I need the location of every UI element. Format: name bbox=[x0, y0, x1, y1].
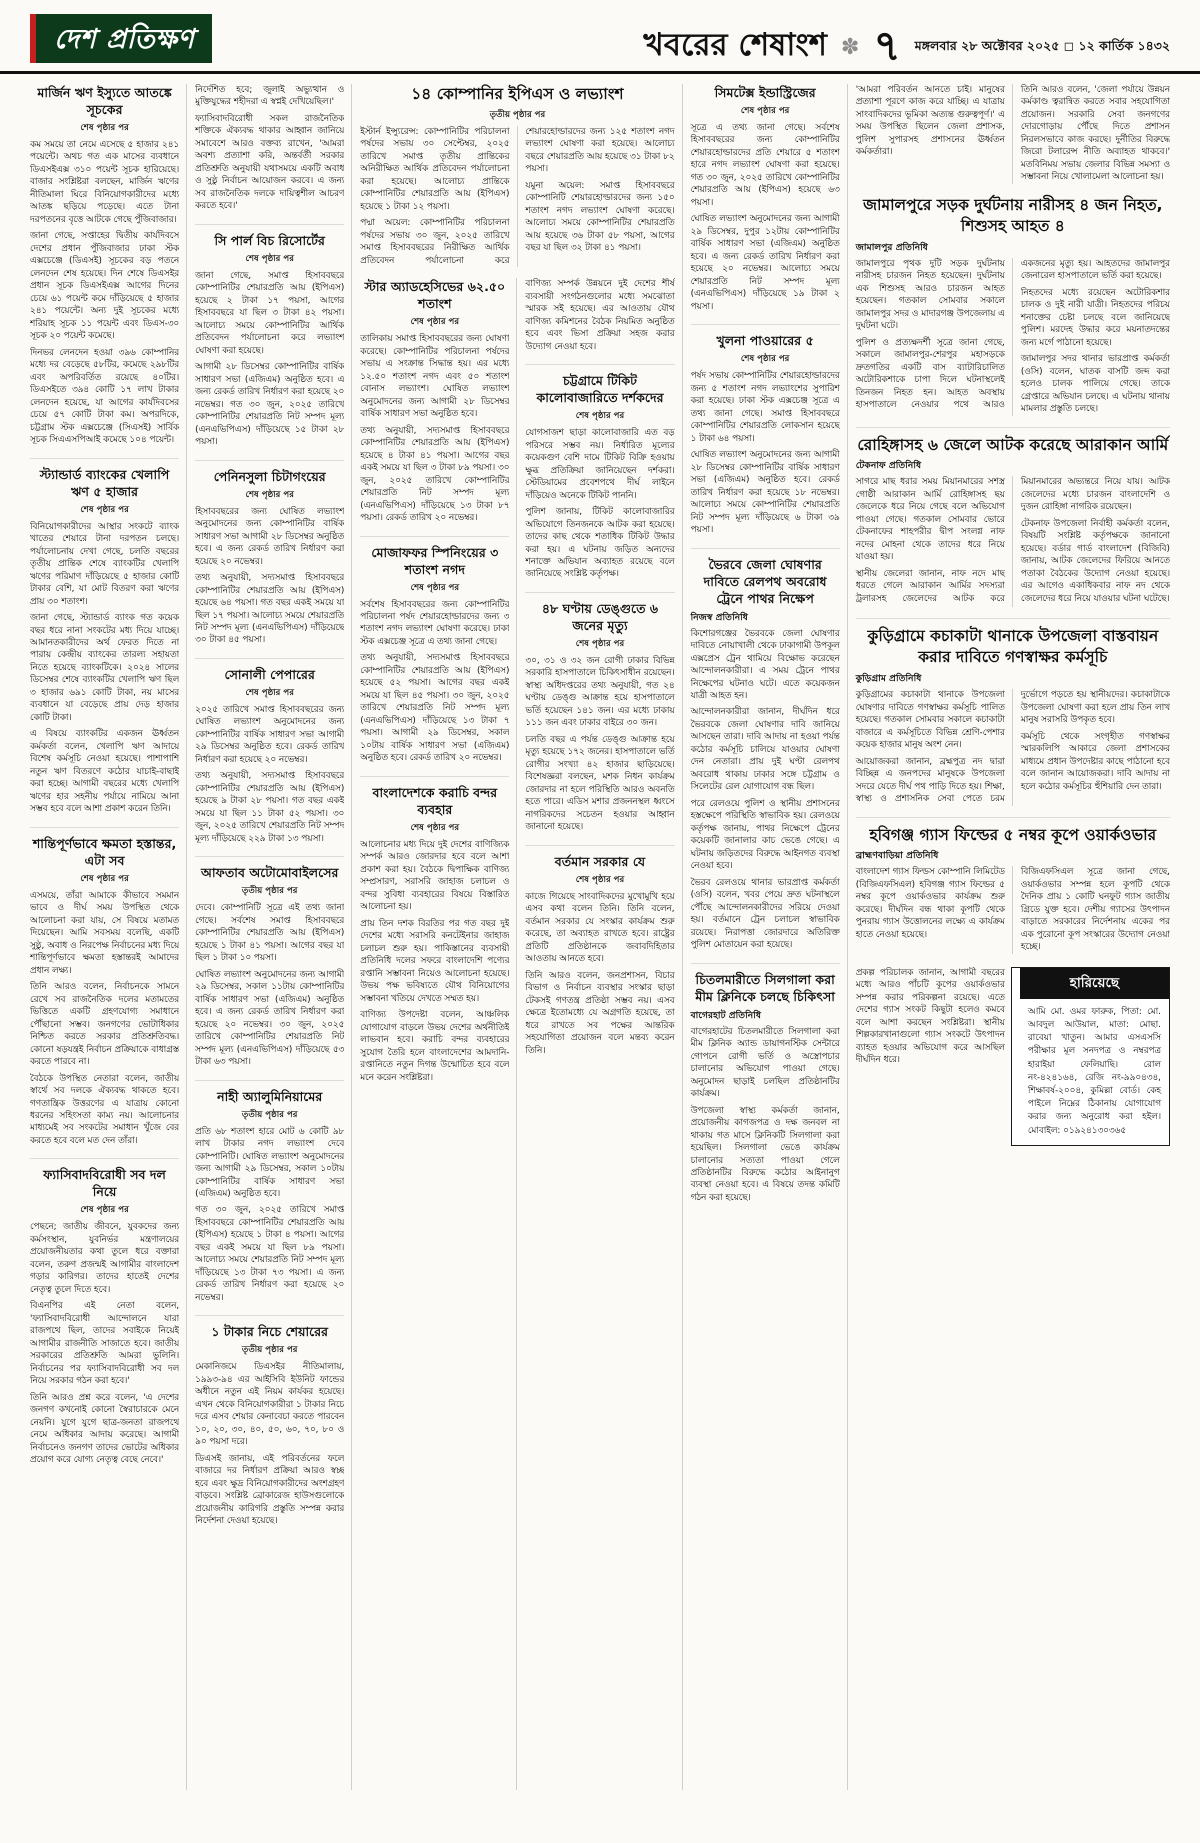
continuation-marker: শেষ পৃষ্ঠার পর bbox=[410, 317, 460, 328]
dateline: টেকনাফ প্রতিনিধি bbox=[855, 460, 922, 472]
article bbox=[525, 845, 674, 1057]
article bbox=[525, 592, 674, 834]
article-paragraph: বাণিজ্য উপদেষ্টা বলেন, আঞ্চলিক যোগাযোগ বাড়লে উভয় দেশের অর্থনীতিই লাভবান হবে। করাচি বন্দর ব্যবহারের সুযোগ তৈরি হলে বাংলাদেশের আমদানি-রপ্তানিতে নতুন দিগন্ত উন্মোচিত হবে বলে মনে করেন সংশ্লিষ্টরা। bbox=[360, 1010, 510, 1083]
right-bottom-row bbox=[856, 967, 1170, 1790]
article bbox=[360, 278, 509, 524]
article-paragraph: জামালপুরে পৃথক দুটি সড়ক দুর্ঘটনায় নারীসহ চারজন নিহত হয়েছেন। দুর্ঘটনায় এক শিশুসহ আরও চারজন আহত হয়েছেন। গতকাল সোমবার সকালে জামালপুর সদর ও মাদারগঞ্জ উপজেলায় এ দুর্ঘটনা ঘটে। bbox=[855, 258, 1005, 332]
article-body bbox=[856, 258, 1170, 416]
floral-ornament-icon: ✽ bbox=[841, 35, 860, 60]
article-body bbox=[525, 427, 674, 581]
article-headline: স্ট্যান্ডার্ড ব্যাংকের খেলাপি ঋণ ৫ হাজার bbox=[39, 466, 170, 499]
article-body bbox=[691, 1026, 840, 1205]
article-headline: ১ টাকার নিচে শেয়ারের bbox=[211, 1324, 329, 1340]
lost-notice-title: হারিয়েছে bbox=[1020, 968, 1169, 999]
article-paragraph: হিসাববছরের জন্য ঘোষিত লভ্যাংশ অনুমোদনের জন্য কোম্পানিটির বার্ষিক সাধারণ সভা আগামী ২৮ ডিসেম্বর অনুষ্ঠিত হবে। এ জন্য রেকর্ড তারিখ নির্ধারণ করা হয়েছে ২০ নভেম্বর। bbox=[195, 506, 345, 567]
article-headline: সি পার্ল বিচ রিসোর্টের bbox=[214, 232, 325, 248]
article-paragraph: কাজে গিয়েছে সাংবাদিকদের মুখোমুখি হয়ে এসব কথা বলেন তিনি। তিনি বলেন, বর্তমান সরকার যে সংস্কার কার্যক্রম শুরু করেছে, তা অব্যাহত রাখতে হবে। রাষ্ট্রের প্রতিটি প্রতিষ্ঠানকে জবাবদিহিতার আওতায় আনতে হবে। bbox=[525, 891, 675, 965]
continuation-marker: শেষ পৃষ্ঠার পর bbox=[80, 123, 129, 133]
article-headline: ১৪ কোম্পানির ইপিএস ও লভ্যাংশ bbox=[411, 85, 624, 103]
article bbox=[691, 548, 840, 952]
article-paragraph: 'আমরা পরিবর্তন আনতে চাই। মানুষের প্রত্যাশা পূরণে কাজ করে যাচ্ছি। এ যাত্রায় সাংবাদিকদের ভূমিকা অত্যন্ত গুরুত্বপূর্ণ।' এ সময় উপস্থিত ছিলেন জেলা প্রশাসক, পুলিশ সুপারসহ প্রশাসনের ঊর্ধ্বতন কর্মকর্তারা। bbox=[855, 85, 1005, 158]
article-headline: শান্তিপূর্ণভাবে ক্ষমতা হস্তান্তর, এটা সব bbox=[32, 835, 177, 868]
article-body bbox=[525, 655, 674, 834]
article-paragraph: এ বিষয়ে ব্যাংকটির একজন ঊর্ধ্বতন কর্মকর্তা বলেন, খেলাপি ঋণ আদায়ে বিশেষ কর্মসূচি নেওয়া হয়েছে। পাশাপাশি নতুন ঋণ বিতরণে কঠোর যাচাই-বাছাই করা হচ্ছে। আগামী বছরের মধ্যে খেলাপি ঋণের হার সহনীয় পর্যায়ে নামিয়ে আনা সম্ভব হবে বলে আশা প্রকাশ করেন তিনি। bbox=[30, 729, 180, 815]
article bbox=[525, 364, 674, 581]
continuation-marker: শেষ পৃষ্ঠার পর bbox=[740, 354, 790, 365]
article-body bbox=[691, 628, 840, 952]
article-paragraph: তিনি আরও বলেন, নির্বাচনকে সামনে রেখে সব রাজনৈতিক দলের মতামতের ভিত্তিতে একটি গ্রহণযোগ্য সমাধানে পৌঁছানো সম্ভব। জনগণের ভোটাধিকার নিশ্চিত করতে সরকার প্রতিশ্রুতিবদ্ধ। কোনো ষড়যন্ত্রই নির্বাচন প্রক্রিয়াকে বাধাগ্রস্ত করতে পারবে না। bbox=[30, 982, 180, 1068]
article-paragraph: নির্দেশিত হবে; জুলাই অভ্যুত্থান ও মুক্তিযুদ্ধের শহীদরা এ স্বপ্নই দেখিয়েছিল।' bbox=[195, 85, 345, 108]
article-paragraph: বিজিএফসিএল সূত্রে জানা গেছে, ওয়ার্কওভার সম্পন্ন হলে কূপটি থেকে দৈনিক প্রায় ১ কোটি ঘনফুট গ্যাস জাতীয় গ্রিডে যুক্ত হবে। দেশীয় গ্যাসের উৎপাদন বাড়াতে সরকারের নির্দেশনায় একের পর এক পুরোনো কূপ সংস্কারের উদ্যোগ নেওয়া হচ্ছে। bbox=[1020, 867, 1170, 953]
dateline: ব্রাহ্মণবাড়িয়া প্রতিনিধি bbox=[855, 850, 939, 862]
article-paragraph: স্থানীয় জেলেরা জানান, নাফ নদে মাছ ধরতে গেলে আরাকান আর্মির সদস্যরা ট্রলারসহ জেলেদের আটক করে মিয়ানমারের অভ্যন্তরে নিয়ে যায়। আটক জেলেদের মধ্যে চারজন বাংলাদেশি ও দুজন রোহিঙ্গা নাগরিক রয়েছেন। bbox=[855, 477, 1170, 604]
columns-3-4 bbox=[351, 84, 674, 1790]
article-body bbox=[30, 139, 179, 447]
article bbox=[30, 827, 179, 1148]
article bbox=[30, 1158, 179, 1466]
article-paragraph: গত ৩০ জুন, ২০২৫ তারিখে সমাপ্ত হিসাববছরে কোম্পানিটির শেয়ারপ্রতি আয় (ইপিএস) হয়েছে ১ টাকা ৪ পয়সা। আগের বছর একই সময়ে যা ছিল ৮৯ পয়সা। আলোচ্য সময়ে শেয়ারপ্রতি নিট সম্পদ মূল্য দাঁড়িয়েছে ১৩ টাকা ৭৩ পয়সা। এ জন্য রেকর্ড তারিখ নির্ধারণ করা হয়েছে ২০ নভেম্বর। bbox=[195, 1205, 345, 1303]
article-body bbox=[195, 506, 344, 647]
continuation-marker: তৃতীয় পৃষ্ঠার পর bbox=[241, 886, 298, 897]
article-paragraph: আলোচনার মধ্য দিয়ে দুই দেশের বাণিজ্যিক সম্পর্ক আরও জোরদার হবে বলে আশা প্রকাশ করা হয়। বৈঠকে দ্বিপাক্ষিক বাণিজ্য সম্প্রসারণ, সরাসরি জাহাজ চলাচল ও বন্দর সুবিধা ব্যবহারের বিষয়ে বিস্তারিত আলোচনা হয়। bbox=[360, 839, 510, 913]
continuation-marker: শেষ পৃষ্ঠার পর bbox=[80, 504, 129, 515]
article bbox=[195, 1315, 344, 1527]
article bbox=[195, 856, 344, 1068]
article bbox=[195, 658, 344, 845]
article-paragraph: তালিকায় সমাপ্ত হিসাববছরের জন্য ঘোষণা করেছে। কোম্পানিটির পরিচালনা পর্ষদের সভায় এ সংক্রান্ত সিদ্ধান্ত হয়। এর মধ্যে ১২.৫০ শতাংশ নগদ এবং ৫০ শতাংশ বোনাস লভ্যাংশ। ঘোষিত লভ্যাংশ অনুমোদনের জন্য আগামী ২৮ ডিসেম্বর বার্ষিক সাধারণ সভা অনুষ্ঠিত হবে। bbox=[360, 334, 510, 420]
article bbox=[856, 195, 1170, 416]
article-paragraph: যমুনা অয়েল: সমাপ্ত হিসাববছরে কোম্পানিটি শেয়ারহোল্ডারদের জন্য ১৫০ শতাংশ নগদ লভ্যাংশ ঘোষণা করেছে। আলোচ্য সময়ে কোম্পানিটির শেয়ারপ্রতি আয় হয়েছে ৩৬ টাকা ৫৮ পয়সা, আগের বছর যা ছিল ৩২ টাকা ৪১ পয়সা। bbox=[525, 180, 675, 254]
article bbox=[856, 817, 1170, 954]
article-paragraph: বৈঠকে উপস্থিত নেতারা বলেন, জাতীয় স্বার্থে সব দলকে ঐক্যবদ্ধ থাকতে হবে। গণতান্ত্রিক উত্তরণের এ যাত্রায় কোনো ধরনের সহিংসতা কাম্য নয়। আলোচনার মাধ্যমেই সব সংকটের সমাধান খুঁজে বের করতে হবে বলে মত দেন তাঁরা। bbox=[30, 1073, 180, 1146]
article-headline: চিতলমারীতে সিলগালা করা মীম ক্লিনিকে চলছে চিকিৎসা bbox=[695, 971, 835, 1004]
column-4 bbox=[516, 278, 674, 1790]
article-paragraph: তিনি আরও বলেন, 'জেলা পর্যায়ে উন্নয়ন কর্মকাণ্ড ত্বরান্বিত করতে সবার সহযোগিতা প্রয়োজন। সরকারি সেবা জনগণের দোরগোড়ায় পৌঁছে দিতে প্রশাসন নিরলসভাবে কাজ করছে। দুর্নীতির বিরুদ্ধে জিরো টলারেন্স নীতি অব্যাহত থাকবে।' মতবিনিময় সভায় জেলার বিভিন্ন সমস্যা ও সম্ভাবনা নিয়ে খোলামেলা আলোচনা হয়। bbox=[1020, 85, 1170, 183]
article bbox=[691, 963, 840, 1205]
page-number: ৭ bbox=[873, 21, 901, 71]
article-paragraph: তথ্য অনুযায়ী, সদ্যসমাপ্ত হিসাববছরে কোম্পানিটির শেয়ারপ্রতি আয় (ইপিএস) হয়েছে ৬৪ পয়সা। গত বছর একই সময়ে যা ছিল ১৭ পয়সা। আলোচ্য সময়ে শেয়ারপ্রতি নিট সম্পদ মূল্য (এনএভিপিএস) দাঁড়িয়েছে ৩০ টাকা ৪৫ পয়সা। bbox=[195, 573, 345, 646]
masthead-date: মঙ্গলবার ২৮ অক্টোবর ২০২৫ ◻ ১২ কার্তিক ১৪৩২ bbox=[914, 38, 1170, 53]
masthead bbox=[0, 0, 1200, 74]
continuation-marker: শেষ পৃষ্ঠার পর bbox=[410, 822, 460, 833]
article-paragraph: কিশোরগঞ্জের ভৈরবকে জেলা ঘোষণার দাবিতে নোয়াখালী থেকে ঢাকাগামী উপকূল এক্সপ্রেস ট্রেন থামিয়ে বিক্ষোভ করেছেন আন্দোলনকারীরা। এ সময় ট্রেনে পাথর নিক্ষেপের ঘটনাও ঘটে। এতে কয়েকজন যাত্রী আহত হন। bbox=[690, 628, 840, 701]
article-paragraph: জামালপুর সদর থানার ভারপ্রাপ্ত কর্মকর্তা (ওসি) বলেন, ঘাতক বাসটি জব্দ করা হলেও চালক পালিয়ে গেছে। তাকে গ্রেপ্তারে অভিযান চলছে। এ ঘটনায় থানায় মামলার প্রস্তুতি চলছে। bbox=[1020, 354, 1170, 415]
article bbox=[360, 84, 674, 267]
article-headline: হবিগঞ্জ গ্যাস ফিল্ডের ৫ নম্বর কূপে ওয়ার্কওভার bbox=[869, 825, 1157, 844]
article-paragraph: ভৈরব রেলওয়ে থানার ভারপ্রাপ্ত কর্মকর্তা (ওসি) বলেন, খবর পেয়ে দ্রুত ঘটনাস্থলে পৌঁছে আন্দোলনকারীদের সরিয়ে দেওয়া হয়। বর্তমানে ট্রেন চলাচল স্বাভাবিক রয়েছে। নিরাপত্তা জোরদারে অতিরিক্ত পুলিশ মোতায়েন করা হয়েছে। bbox=[690, 877, 840, 951]
article-paragraph: ঘোষিত লভ্যাংশ অনুমোদনের জন্য আগামী ২৯ ডিসেম্বর, সকাল ১১টায় কোম্পানিটির বার্ষিক সাধারণ সভা (এজিএম) অনুষ্ঠিত হবে। এ জন্য রেকর্ড তারিখ নির্ধারণ করা হয়েছে ২০ নভেম্বর। ৩০ জুন, ২০২৫ তারিখে কোম্পানিটির শেয়ারপ্রতি নিট সম্পদ মূল্য (এনএভিপিএস) দাঁড়িয়েছে ৫৩ টাকা ৬৩ পয়সা। bbox=[195, 969, 345, 1068]
article-paragraph: ২০২৫ তারিখে সমাপ্ত হিসাববছরের জন্য ঘোষিত লভ্যাংশ অনুমোদনের জন্য কোম্পানিটির বার্ষিক সাধারণ সভা আগামী ২৯ ডিসেম্বর অনুষ্ঠিত হবে। রেকর্ড তারিখ নির্ধারণ করা হয়েছে ২০ নভেম্বর। bbox=[195, 704, 345, 765]
continuation-marker: শেষ পৃষ্ঠার পর bbox=[245, 253, 294, 264]
article-paragraph: ৩০, ৩১ ও ৩২ জন রোগী ঢাকার বিভিন্ন সরকারি হাসপাতালে চিকিৎসাধীন রয়েছেন। স্বাস্থ্য অধিদপ্তরের তথ্য অনুযায়ী, গত ২৪ ঘণ্টায় ডেঙ্গু আক্রান্ত হয়ে হাসপাতালে ভর্তি হয়েছেন ১৪১ জন। এর মধ্যে ঢাকায় ১১১ জন এবং ঢাকার বাইরে ৩০ জন। bbox=[525, 655, 675, 729]
article-paragraph: আয়োজকরা জানান, ব্রহ্মপুত্র নদ দ্বারা বিচ্ছিন্ন এ জনপদের মানুষকে উপজেলা সদরে যেতে দীর্ঘ পথ পাড়ি দিতে হয়। শিক্ষা, স্বাস্থ্য ও প্রশাসনিক সেবা পেতে চরম দুর্ভোগে পড়তে হয় স্থানীয়দের। কচাকাটাকে উপজেলা ঘোষণা করা হলে প্রায় তিন লাখ মানুষ সরাসরি উপকৃত হবে। bbox=[855, 690, 1170, 805]
article-paragraph: উপজেলা স্বাস্থ্য কর্মকর্তা জানান, প্রয়োজনীয় কাগজপত্র ও দক্ষ জনবল না থাকায় গত মাসে ক্লিনিকটি সিলগালা করা হয়েছিল। সিলগালা ভেঙে কার্যক্রম চালানোর সত্যতা পাওয়া গেলে প্রতিষ্ঠানটির বিরুদ্ধে কঠোর আইনানুগ ব্যবস্থা নেওয়া হবে। এ বিষয়ে তদন্ত কমিটি গঠন করা হয়েছে। bbox=[690, 1105, 840, 1203]
article-body bbox=[30, 1221, 179, 1466]
dateline: নিজস্ব প্রতিনিধি bbox=[690, 611, 748, 623]
continuation-marker: শেষ পৃষ্ঠার পর bbox=[245, 687, 294, 698]
article-headline: ৪৮ ঘণ্টায় ডেঙ্গুতে ৬ জনের মৃত্যু bbox=[541, 600, 659, 633]
column-3 bbox=[360, 278, 509, 1790]
article-paragraph: আগামী ২৮ ডিসেম্বর কোম্পানিটির বার্ষিক সাধারণ সভা (এজিএম) অনুষ্ঠিত হবে। এ জন্য রেকর্ড তারিখ নির্ধারণ করা হয়েছে ২০ নভেম্বর। গত ৩০ জুন, ২০২৫ তারিখে কোম্পানিটির শেয়ারপ্রতি নিট সম্পদ মূল্য (এনএভিপিএস) দাঁড়িয়েছে ১৫ টাকা ২৮ পয়সা। bbox=[195, 362, 345, 448]
article-paragraph: পদ্মা অয়েল: কোম্পানিটির পরিচালনা পর্ষদের সভায় ৩০ জুন, ২০২৫ তারিখে সমাপ্ত হিসাববছরের নিরীক্ষিত আর্থিক প্রতিবেদন পর্যালোচনা করে শেয়ারহোল্ডারদের জন্য ১২৫ শতাংশ নগদ লভ্যাংশ ঘোষণা করা হয়েছে। আলোচ্য বছরে শেয়ারপ্রতি আয় হয়েছে ৩১ টাকা ৮২ পয়সা। bbox=[360, 126, 675, 266]
content-grid bbox=[30, 84, 1170, 1790]
article-paragraph: ফ্যাসিবাদবিরোধী সকল রাজনৈতিক শক্তিকে ঐক্যবদ্ধ থাকার আহ্বান জানিয়ে সমাবেশে আরও বক্তব্য রাখেন, 'আমরা অবশ্য প্রত্যাশা করি, অন্তর্বর্তী সরকার প্রতিশ্রুতি অনুযায়ী যথাসময়ে একটি অবাধ ও সুষ্ঠু নির্বাচন আয়োজন করবে। এ জন্য সব রাজনৈতিক দলকে দায়িত্বশীল আচরণ করতে হবে।' bbox=[195, 113, 345, 212]
dateline: কুড়িগ্রাম প্রতিনিধি bbox=[855, 673, 922, 685]
article-paragraph: মেকানিজমে ডিএসইর নীতিমালায়, ১৯৯৩-৯৪ এর আইসিবি ইউনিট ফান্ডের অধীনে নতুন এই নিয়ম কার্যকর হয়েছে। এখন থেকে বিনিয়োগকারীরা ১ টাকার নিচে দরে এসব শেয়ার কেনাবেচা করতে পারবেন ১০, ২০, ৩০, ৪০, ৫০, ৬০, ৭০, ৮০ ও ৯০ পয়সা দরে। bbox=[195, 1362, 345, 1448]
article-paragraph: কম সময়ে তা নেমে এসেছে ৫ হাজার ২৪১ পয়েন্টে। অথচ গত এক মাসের ব্যবধানে ডিএসইএক্স ৩১০ পয়েন্ট সূচক হারিয়েছে। বাজার সংশ্লিষ্টরা বলছেন, মার্জিন ঋণের নীতিমালা ঘিরে বিনিয়োগকারীদের মধ্যে আতঙ্ক ছড়িয়ে পড়েছে। এতে টানা দরপতনের বৃত্তে আটকে গেছে পুঁজিবাজার। bbox=[30, 140, 180, 225]
article-paragraph: জানা গেছে, সমাপ্ত হিসাববছরে কোম্পানিটির শেয়ারপ্রতি আয় (ইপিএস) হয়েছে ২ টাকা ১৭ পয়সা, আগের হিসাববছরে যা ছিল ৩ টাকা ৪২ পয়সা। আলোচ্য সময়ে কোম্পানিটির আর্থিক প্রতিবেদন পর্যালোচনা করে লভ্যাংশ ঘোষণা করা হয়েছে। bbox=[195, 270, 345, 356]
article-body bbox=[525, 891, 674, 1057]
article-body bbox=[195, 902, 344, 1068]
article bbox=[195, 84, 344, 213]
article-paragraph: চলতি বছর এ পর্যন্ত ডেঙ্গু আক্রান্ত হয়ে মৃত্যু হয়েছে ১৭২ জনের। হাসপাতালে ভর্তি রোগীর সংখ্যা ৪২ হাজার ছাড়িয়েছে। বিশেষজ্ঞরা বলছেন, মশক নিধন কার্যক্রম জোরদার না হলে পরিস্থিতি আরও অবনতি হতে পারে। এডিস মশার প্রজননস্থল ধ্বংসে নাগরিকদের সচেতন হওয়ার আহ্বান জানানো হয়েছে। bbox=[525, 734, 675, 833]
article bbox=[525, 278, 674, 353]
article-headline: খুলনা পাওয়ারের ৫ bbox=[716, 333, 814, 349]
continuation-marker: শেষ পৃষ্ঠার পর bbox=[575, 874, 625, 885]
article bbox=[30, 458, 179, 816]
continuation-marker: শেষ পৃষ্ঠার পর bbox=[410, 582, 460, 593]
continuation-marker: শেষ পৃষ্ঠার পর bbox=[80, 1205, 129, 1216]
column-2 bbox=[186, 84, 344, 1790]
article-body bbox=[195, 1126, 344, 1305]
newspaper-logo bbox=[30, 14, 212, 63]
article-paragraph: দেবে। কোম্পানিটি সূত্রে এই তথ্য জানা গেছে। সর্বশেষ সমাপ্ত হিসাববছরে কোম্পানিটির শেয়ারপ্রতি আয় (ইপিএস) হয়েছে ১ টাকা ৪১ পয়সা। আগের বছর যা ছিল ১ টাকা ১০ পয়সা। bbox=[195, 903, 345, 964]
article-paragraph: ডিএসই জানায়, এই পরিবর্তনের ফলে বাজারে দর নির্ধারণ প্রক্রিয়া আরও স্বচ্ছ হবে এবং ক্ষুদ্র বিনিয়োগকারীদের অংশগ্রহণ বাড়বে। সংশ্লিষ্ট ব্রোকারেজ হাউসগুলোকে প্রয়োজনীয় কারিগরি প্রস্তুতি সম্পন্ন করার নির্দেশনা দেওয়া হয়েছে। bbox=[195, 1453, 345, 1527]
mid-span-article-slot bbox=[360, 84, 674, 278]
article-body bbox=[856, 476, 1170, 607]
article-paragraph: সূত্রে এ তথ্য জানা গেছে। সর্বশেষ হিসাববছরের জন্য কোম্পানিটির শেয়ারহোল্ডারদের প্রতি শেয়ারে ৫ শতাংশ হারে নগদ লভ্যাংশ ঘোষণা করা হয়েছে। গত ৩০ জুন, ২০২৫ তারিখে কোম্পানিটির শেয়ারপ্রতি আয় (ইপিএস) হয়েছে ৬৩ পয়সা। bbox=[690, 123, 840, 208]
mid-row bbox=[360, 278, 674, 1790]
article-paragraph: সাগরে মাছ ধরার সময় মিয়ানমারের সশস্ত্র গোষ্ঠী আরাকান আর্মি রোহিঙ্গাসহ ছয় জেলেকে ধরে নিয়ে গেছে বলে অভিযোগ পাওয়া গেছে। গতকাল সোমবার ভোরে টেকনাফের শাহপরীর দ্বীপ সংলগ্ন নাফ নদের মোহনা থেকে তাদের ধরে নিয়ে যাওয়া হয়। bbox=[855, 477, 1005, 563]
article-paragraph: জানা গেছে, সপ্তাহের দ্বিতীয় কার্যদিবসে দেশের প্রধান পুঁজিবাজার ঢাকা স্টক এক্সচেঞ্জে (ডিএসই) সূচকের বড় পতনে লেনদেন শেষ হয়েছে। দিন শেষে ডিএসইর প্রধান সূচক ডিএসইএক্স আগের দিনের চেয়ে ৬১ পয়েন্ট কমে দাঁড়িয়েছে ৫ হাজার ২৪১ পয়েন্টে। অন্য দুই সূচকের মধ্যে শরিয়াহ সূচক ১১ পয়েন্ট এবং ডিএস-৩০ সূচক ২০ পয়েন্ট কমেছে। bbox=[30, 231, 180, 342]
article-headline: জামালপুরে সড়ক দুর্ঘটনায় নারীসহ ৪ জন নিহত, শিশুসহ আহত ৪ bbox=[863, 195, 1163, 235]
article-paragraph: তথ্য অনুযায়ী, সদ্যসমাপ্ত হিসাববছরে কোম্পানিটির শেয়ারপ্রতি আয় (ইপিএস) হয়েছে ৪ টাকা ৪১ পয়সা। আগের বছর একই সময়ে যা ছিল ৩ টাকা ৮৯ পয়সা। ৩০ জুন, ২০২৫ তারিখে কোম্পানিটির শেয়ারপ্রতি নিট সম্পদ মূল্য (এনএভিপিএস) দাঁড়িয়েছে ১৩ টাকা ৮৭ পয়সা। রেকর্ড তারিখ ২০ নভেম্বর। bbox=[360, 425, 510, 524]
section-title: খবরের শেষাংশ bbox=[643, 27, 828, 63]
article-paragraph: বাগেরহাটের চিতলমারীতে সিলগালা করা মীম ক্লিনিক অ্যান্ড ডায়াগনস্টিক সেন্টারে গোপনে রোগী ভর্তি ও অস্ত্রোপচার চালানোর অভিযোগ পাওয়া গেছে। অনুমোদন ছাড়াই চলছিল প্রতিষ্ঠানটির কার্যক্রম। bbox=[690, 1026, 840, 1100]
continuation-marker: শেষ পৃষ্ঠার পর bbox=[245, 489, 294, 500]
continuation-marker: তৃতীয় পৃষ্ঠার পর bbox=[489, 109, 546, 120]
article-headline: মার্জিন ঋণ ইস্যুতে আতঙ্কে সূচকের bbox=[37, 85, 172, 117]
article-paragraph: তিনি আরও বলেন, জনপ্রশাসন, বিচার বিভাগ ও নির্বাচন ব্যবস্থার সংস্কার ছাড়া টেকসই গণতন্ত্র প্রতিষ্ঠা সম্ভব নয়। এসব ক্ষেত্রে ইতোমধ্যে যে অগ্রগতি হয়েছে, তা ধরে রাখতে সব পক্ষের আন্তরিক সহযোগিতা প্রয়োজন বলে মন্তব্য করেন তিনি। bbox=[525, 970, 675, 1056]
article-paragraph: পরে রেলওয়ে পুলিশ ও স্থানীয় প্রশাসনের হস্তক্ষেপে পরিস্থিতি স্বাভাবিক হয়। রেলওয়ে কর্তৃপক্ষ জানায়, পাথর নিক্ষেপে ট্রেনের কয়েকটি জানালার কাচ ভেঙে গেছে। এ ঘটনায় জড়িতদের বিরুদ্ধে আইনগত ব্যবস্থা নেওয়া হবে। bbox=[690, 798, 840, 872]
article-body bbox=[691, 370, 840, 536]
article-paragraph: প্রায় তিন দশক বিরতির পর গত বছর দুই দেশের মধ্যে সরাসরি কনটেইনার জাহাজ চলাচল শুরু হয়। পাকিস্তানের ব্যবসায়ী প্রতিনিধি দলের সফরে বাংলাদেশি পণ্যের রপ্তানি সম্ভাবনা নিয়েও আলোচনা হয়েছে। উভয় পক্ষ ভবিষ্যতে যৌথ বিনিয়োগের সম্ভাবনা খতিয়ে দেখতে সম্মত হয়। bbox=[360, 918, 510, 1004]
article-paragraph: কুড়িগ্রামের কচাকাটা থানাকে উপজেলা ঘোষণার দাবিতে গণস্বাক্ষর কর্মসূচি পালিত হয়েছে। গতকাল সোমবার সকালে কচাকাটা বাজারে এ কর্মসূচিতে বিভিন্ন শ্রেণি-পেশার কয়েক হাজার মানুষ অংশ নেন। bbox=[855, 690, 1005, 751]
article-headline: বাংলাদেশকে করাচি বন্দর ব্যবহার bbox=[372, 784, 498, 817]
article-body bbox=[856, 689, 1170, 805]
article-paragraph: তথ্য অনুযায়ী, সদ্যসমাপ্ত হিসাববছরে কোম্পানিটির শেয়ারপ্রতি আয় (ইপিএস) হয়েছে ৫২ পয়সা। আগের বছর একই সময়ে যা ছিল ৪৫ পয়সা। ৩০ জুন, ২০২৫ তারিখে শেয়ারপ্রতি নিট সম্পদ মূল্য (এনএভিপিএস) দাঁড়িয়েছে ১৩ টাকা ৭ পয়সা। আগামী ২৯ ডিসেম্বর, সকাল ১০টায় বার্ষিক সাধারণ সভা (এজিএম) অনুষ্ঠিত হবে। রেকর্ড তারিখ ২০ নভেম্বর। bbox=[360, 653, 510, 764]
newspaper-logo-text: দেশ প্রতিক্ষণ bbox=[54, 24, 195, 55]
article-paragraph: প্রকল্প পরিচালক জানান, আগামী বছরের মধ্যে আরও পাঁচটি কূপের ওয়ার্কওভার সম্পন্ন করার পরিকল্পনা রয়েছে। এতে দেশের গ্যাস সংকট কিছুটা হলেও কমবে বলে আশা করছেন সংশ্লিষ্টরা। স্থানীয় শিল্পকারখানাগুলো গ্যাস সংকটে উৎপাদন ব্যাহত হওয়ার অভিযোগ করে আসছিল দীর্ঘদিন ধরে। bbox=[855, 967, 1005, 1066]
dateline: বাগেরহাট প্রতিনিধি bbox=[690, 1009, 762, 1021]
article-body bbox=[30, 890, 179, 1148]
article bbox=[856, 618, 1170, 805]
article-paragraph: পেছনে; জাতীয় জীবনে, যুবকদের জন্য কর্মসংস্থান, যুবনির্ভর মন্ত্রণালয়ের প্রয়োজনীয়তার কথা তুলে ধরে বক্তারা বলেন, তরুণ প্রজন্মই আগামীর বাংলাদেশ গড়ার কারিগর। তাদের হাতেই দেশের নেতৃত্ব তুলে দিতে হবে। bbox=[30, 1222, 180, 1295]
article-paragraph: ইস্টার্ন ইন্স্যুরেন্স: কোম্পানিটির পরিচালনা পর্ষদের সভায় ৩০ সেপ্টেম্বর, ২০২৫ তারিখে সমাপ্ত তৃতীয় প্রান্তিকের অনিরীক্ষিত আর্থিক প্রতিবেদন পর্যালোচনা করা হয়েছে। আলোচ্য প্রান্তিকে কোম্পানিটির শেয়ারপ্রতি আয় (ইপিএস) হয়েছে ১ টাকা ১২ পয়সা। bbox=[360, 126, 510, 212]
article-headline: পেনিনসুলা চিটাগংয়ের bbox=[213, 468, 326, 484]
article-headline: মোজাফফর স্পিনিংয়ের ৩ শতাংশ নগদ bbox=[371, 544, 499, 577]
article-paragraph: পুলিশ ও প্রত্যক্ষদর্শী সূত্রে জানা গেছে, সকালে জামালপুর-শেরপুর মহাসড়কে দ্রুতগতির একটি বাস ব্যাটারিচালিত অটোরিকশাকে চাপা দিলে ঘটনাস্থলেই তিনজন নিহত হন। আহত অবস্থায় হাসপাতালে নেওয়ার পথে আরও একজনের মৃত্যু হয়। আহতদের জামালপুর জেনারেল হাসপাতালে ভর্তি করা হয়েছে। bbox=[855, 258, 1170, 411]
article bbox=[360, 536, 509, 765]
article-paragraph: সর্বশেষ হিসাববছরের জন্য কোম্পানিটির পরিচালনা পর্ষদ শেয়ারহোল্ডারদের জন্য ৩ শতাংশ নগদ লভ্যাংশ ঘোষণা করেছে। ঢাকা স্টক এক্সচেঞ্জ সূত্রে এ তথ্য জানা গেছে। bbox=[360, 599, 510, 647]
article-headline: সিমটেক্স ইন্ডাস্ট্রিজের bbox=[714, 85, 816, 100]
article-paragraph: বিনিয়োগকারীদের আস্থার সংকটে ব্যাংক খাতের শেয়ারে টানা দরপতন চলছে। পর্যালোচনায় দেখা গেছে, চলতি বছরের তৃতীয় প্রান্তিক শেষে ব্যাংকটির খেলাপি ঋণের পরিমাণ দাঁড়িয়েছে ৫ হাজার কোটি টাকার বেশি, যা মোট বিতরণ করা ঋণের প্রায় ৩০ শতাংশ। bbox=[30, 521, 180, 607]
article-body bbox=[856, 866, 1170, 953]
article-paragraph: তথ্য অনুযায়ী, সদ্যসমাপ্ত হিসাববছরে কোম্পানিটির শেয়ারপ্রতি আয় (ইপিএস) হয়েছে ৯ টাকা ২৮ পয়সা। গত বছর একই সময়ে যা ছিল ১১ টাকা ৫২ পয়সা। ৩০ জুন, ২০২৫ তারিখে শেয়ারপ্রতি নিট সম্পদ মূল্য দাঁড়িয়েছে ২২৯ টাকা ১৩ পয়সা। bbox=[195, 771, 345, 844]
article-headline: রোহিঙ্গাসহ ৬ জেলে আটক করেছে আরাকান আর্মি bbox=[857, 435, 1169, 454]
article bbox=[195, 1080, 344, 1305]
dateline: জামালপুর প্রতিনিধি bbox=[855, 241, 928, 253]
article bbox=[360, 776, 509, 1084]
column-1 bbox=[30, 84, 179, 1790]
lost-notice-body: আমি মো. ওমর ফারুক, পিতা: মো. আবদুল আউয়াল, মাতা: মোছা. রাবেয়া খাতুন। আমার এসএসসি পরীক্ষার মূল সনদপত্র ও নম্বরপত্র হারাইয়া ফেলিয়াছি। রোল নং-৪২৪১৬৪, রেজি নং-৯৯০৪৩৪, শিক্ষাবর্ষ-২০০৪, কুমিল্লা বোর্ড। কেহ পাইলে নিম্নের ঠিকানায় যোগাযোগ করার জন্য অনুরোধ করা হইল। মোবাইল: ০১৯২৪১৩০৩৬৫ bbox=[1027, 1006, 1161, 1136]
article-body bbox=[525, 278, 674, 353]
article bbox=[30, 84, 179, 447]
article-paragraph: যোগসাজশ ছাড়া কালোবাজারি এত বড় পরিসরে সম্ভব নয়। নির্ধারিত মূল্যের কয়েকগুণ বেশি দামে টিকিট বিক্রি হওয়ায় ক্ষুব্ধ প্রতিক্রিয়া জানিয়েছেন দর্শকরা। স্টেডিয়ামের প্রবেশপথে দীর্ঘ লাইনে দাঁড়িয়েও অনেকে টিকিট পাননি। bbox=[525, 428, 675, 501]
article-paragraph: কর্মসূচি থেকে সংগৃহীত গণস্বাক্ষর স্মারকলিপি আকারে জেলা প্রশাসকের মাধ্যমে প্রধান উপদেষ্টার কাছে পাঠানো হবে বলে জানান আয়োজকরা। দাবি আদায় না হলে কঠোর কর্মসূচির হুঁশিয়ারি দেন তারা। bbox=[1020, 731, 1170, 792]
column-5 bbox=[682, 84, 840, 1790]
continuation-marker: শেষ পৃষ্ঠার পর bbox=[575, 411, 625, 422]
article-body bbox=[360, 126, 674, 267]
article bbox=[195, 224, 344, 449]
continuation-marker: শেষ পৃষ্ঠার পর bbox=[740, 106, 790, 116]
article-headline: বর্তমান সরকার যে bbox=[554, 853, 646, 869]
article-paragraph: ঘোষিত লভ্যাংশ অনুমোদনের জন্য আগামী ২৮ ডিসেম্বর কোম্পানিটির বার্ষিক সাধারণ সভা (এজিএম) অনুষ্ঠিত হবে। রেকর্ড তারিখ নির্ধারণ করা হয়েছে ১৮ নভেম্বর। আলোচ্য সময়ে কোম্পানিটির শেয়ারপ্রতি নিট সম্পদ মূল্য দাঁড়িয়েছে ৬ টাকা ৩৯ পয়সা। bbox=[690, 450, 840, 536]
article-paragraph: নিহতদের মধ্যে রয়েছেন অটোরিকশার চালক ও দুই নারী যাত্রী। নিহতদের পরিচয় শনাক্তের চেষ্টা চলছে বলে জানিয়েছে পুলিশ। মরদেহ উদ্ধার করে ময়নাতদন্তের জন্য মর্গে পাঠানো হয়েছে। bbox=[1020, 287, 1170, 348]
article-body bbox=[195, 1361, 344, 1527]
article bbox=[856, 427, 1170, 608]
right-articles-slot bbox=[856, 195, 1170, 965]
right-top-continuation bbox=[856, 84, 1170, 184]
article-paragraph: পুলিশ জানায়, টিকিট কালোবাজারির অভিযোগে তিনজনকে আটক করা হয়েছে। তাদের কাছ থেকে শতাধিক টিকিট উদ্ধার করা হয়। এ ঘটনায় জড়িত অন্যদের শনাক্তে অভিযান অব্যাহত রয়েছে বলে জানিয়েছে সংশ্লিষ্ট কর্তৃপক্ষ। bbox=[525, 507, 675, 580]
article-paragraph: তিনি আরও প্রশ্ন করে বলেন, 'এ দেশের জনগণ কখনোই কোনো স্বৈরাচারকে মেনে নেয়নি। যুগে যুগে ছাত্র-জনতা রাজপথে নেমে অধিকার আদায় করেছে। আগামী নির্বাচনেও জনগণ তাদের ভোটের অধিকার প্রয়োগ করে যোগ্য নেতৃত্ব বেছে নেবে।' bbox=[30, 1392, 180, 1466]
right-bottom-continuation bbox=[856, 967, 1005, 1790]
article-paragraph: আন্দোলনকারীরা জানান, দীর্ঘদিন ধরে ভৈরবকে জেলা ঘোষণার দাবি জানিয়ে আসছেন তারা। দাবি আদায় না হওয়া পর্যন্ত কঠোর কর্মসূচি চালিয়ে যাওয়ার ঘোষণা দেন নেতারা। প্রায় দুই ঘণ্টা রেলপথ অবরোধ থাকায় ঢাকার সঙ্গে চট্টগ্রাম ও সিলেটের রেল যোগাযোগ বন্ধ ছিল। bbox=[690, 707, 840, 793]
continuation-marker: শেষ পৃষ্ঠার পর bbox=[575, 638, 625, 649]
continuation-marker: শেষ পৃষ্ঠার পর bbox=[80, 873, 129, 884]
article-headline: কুড়িগ্রামে কচাকাটা থানাকে উপজেলা বাস্তবায়ন করার দাবিতে গণস্বাক্ষর কর্মসূচি bbox=[867, 627, 1159, 667]
article-paragraph: বাংলাদেশ গ্যাস ফিল্ডস কোম্পানি লিমিটেড (বিজিএফসিএল) হবিগঞ্জ গ্যাস ফিল্ডের ৫ নম্বর কূপে ওয়ার্কওভার কার্যক্রম শুরু করেছে। দীর্ঘদিন বন্ধ থাকা কূপটি থেকে পুনরায় গ্যাস উত্তোলনের লক্ষ্যে এ কার্যক্রম হাতে নেওয়া হয়েছে। bbox=[855, 867, 1005, 940]
article-paragraph: টেকনাফ উপজেলা নির্বাহী কর্মকর্তা বলেন, বিষয়টি সংশ্লিষ্ট কর্তৃপক্ষকে জানানো হয়েছে। বর্ডার গার্ড বাংলাদেশ (বিজিবি) জানায়, আটক জেলেদের ফিরিয়ে আনতে পতাকা বৈঠকের উদ্যোগ নেওয়া হয়েছে। এর আগেও একাধিকবার নাফ নদ থেকে জেলেদের ধরে নিয়ে যাওয়ার ঘটনা ঘটেছে। bbox=[1020, 518, 1170, 604]
article-body bbox=[195, 704, 344, 845]
lost-notice bbox=[1011, 967, 1170, 1146]
article-body bbox=[195, 84, 344, 213]
article-body bbox=[195, 270, 344, 449]
continuation-marker: তৃতীয় পৃষ্ঠার পর bbox=[241, 1109, 298, 1120]
article bbox=[195, 460, 344, 647]
article-body bbox=[360, 333, 509, 524]
article-body bbox=[30, 521, 179, 816]
article bbox=[691, 84, 840, 313]
article-paragraph: দিনভর লেনদেন হওয়া ৩৯৬ কোম্পানির মধ্যে দর বেড়েছে ৫৮টির, কমেছে ২৯৮টির এবং অপরিবর্তিত রয়েছে ৪০টির। ডিএসইতে ৩৯৪ কোটি ১৭ লাখ টাকার লেনদেন হয়েছে, যা আগের কার্যদিবসের চেয়ে ৫৭ কোটি টাকা কম। অপরদিকে, চট্টগ্রাম স্টক এক্সচেঞ্জে (সিএসই) সার্বিক সূচক সিএএসপিআই কমেছে ১০৪ পয়েন্ট। bbox=[30, 347, 180, 446]
columns-6-7 bbox=[847, 84, 1170, 1790]
article-paragraph: বিএনপির এই নেতা বলেন, 'ফ্যাসিবাদবিরোধী আন্দোলনে যারা রাজপথে ছিল, তাদের সবাইকে নিয়েই আগামীর রাজনীতি সাজাতে হবে। জাতীয় সরকারের প্রতিশ্রুতি আমরা ভুলিনি। নির্বাচনের পর ফ্যাসিবাদবিরোধী সব দল নিয়ে সরকার গঠন করা হবে।' bbox=[30, 1301, 180, 1387]
continuation-marker: তৃতীয় পৃষ্ঠার পর bbox=[241, 1345, 298, 1356]
right-top-body bbox=[856, 84, 1170, 184]
article bbox=[691, 324, 840, 536]
article-body bbox=[360, 839, 509, 1084]
article-paragraph: পর্ষদ সভায় কোম্পানিটির শেয়ারহোল্ডারদের জন্য ৫ শতাংশ নগদ লভ্যাংশের সুপারিশ করা হয়েছে। ঢাকা স্টক এক্সচেঞ্জ সূত্রে এ তথ্য জানা গেছে। সমাপ্ত হিসাববছরে কোম্পানিটির শেয়ারপ্রতি লোকসান হয়েছে ১ টাকা ৬৪ পয়সা। bbox=[690, 371, 840, 444]
article-paragraph: জানা গেছে, স্ট্যান্ডার্ড ব্যাংক গত কয়েক বছর ধরে নানা সংকটের মধ্য দিয়ে যাচ্ছে। আমানতকারীদের অর্থ ফেরত দিতে না পারায় কেন্দ্রীয় ব্যাংকের তারল্য সহায়তা নিতে হয়েছে ব্যাংকটিকে। ২০২৪ সালের ডিসেম্বর শেষে ব্যাংকটির খেলাপি ঋণ ছিল ৩ হাজার ৬৯১ কোটি টাকা, নয় মাসের ব্যবধানে যা বেড়েছে প্রায় দেড় হাজার কোটি টাকা। bbox=[30, 613, 180, 723]
article-paragraph: ঘোষিত লভ্যাংশ অনুমোদনের জন্য আগামী ২৯ ডিসেম্বর, দুপুর ১২টায় কোম্পানিটির বার্ষিক সাধারণ সভা (এজিএম) অনুষ্ঠিত হবে। এ জন্য রেকর্ড তারিখ নির্ধারণ করা হয়েছে ২০ নভেম্বর। আলোচ্য সময়ে শেয়ারপ্রতি নিট সম্পদ মূল্য (এনএভিপিএস) দাঁড়িয়েছে ১৯ টাকা ২ পয়সা। bbox=[690, 214, 840, 312]
article-headline: ফ্যাসিবাদবিরোধী সব দল নিয়ে bbox=[43, 1167, 166, 1200]
article-body bbox=[691, 122, 840, 313]
article-paragraph: প্রতি ৬৮ শতাংশ হারে মোট ৬ কোটি ৯৮ লাখ টাকার নগদ লভ্যাংশ দেবে কোম্পানিটি। ঘোষিত লভ্যাংশ অনুমোদনের জন্য আগামী ২৯ ডিসেম্বর, সকাল ১০টায় কোম্পানিটির বার্ষিক সাধারণ সভা (এজিএম) অনুষ্ঠিত হবে। bbox=[195, 1126, 345, 1199]
article-headline: সোনালী পেপারের bbox=[224, 666, 315, 682]
article-headline: ভৈরবে জেলা ঘোষণার দাবিতে রেলপথ অবরোধ ট্রেনে পাথর নিক্ষেপ bbox=[703, 556, 827, 606]
article-body bbox=[360, 599, 509, 765]
article-headline: আফতাব অটোমোবাইলসের bbox=[200, 865, 339, 881]
article-headline: স্টার অ্যাডহেসিভের ৬২.৫০ শতাংশ bbox=[364, 279, 506, 312]
article-headline: নাহী অ্যালুমিনিয়ামের bbox=[217, 1088, 323, 1104]
article-headline: চট্টগ্রামে টিকিট কালোবাজারিতে দর্শকদের bbox=[536, 373, 664, 406]
article-paragraph: বাণিজ্য সম্পর্ক উন্নয়নে দুই দেশের শীর্ষ ব্যবসায়ী সংগঠনগুলোর মধ্যে সমঝোতা স্মারক সই হয়েছে। এর আওতায় যৌথ বাণিজ্য কমিশনের বৈঠক নিয়মিত অনুষ্ঠিত হবে এবং ভিসা প্রক্রিয়া সহজ করার উদ্যোগ নেওয়া হবে। bbox=[525, 279, 675, 352]
article-paragraph: এসময়ে, তাঁরা আমাকে কীভাবে সমমান ভাবে ও দীর্ঘ সময় উপস্থিত থেকে আলোচনা করা যায়, সে বিষয়ে মতামত দিয়েছেন। আমি সবসময় বলেছি, একটি সুষ্ঠু, অবাধ ও নিরপেক্ষ নির্বাচনের মধ্য দিয়ে শান্তিপূর্ণভাবে ক্ষমতা হস্তান্তরই আমাদের প্রধান লক্ষ্য। bbox=[30, 890, 180, 976]
masthead-right bbox=[643, 21, 1170, 71]
